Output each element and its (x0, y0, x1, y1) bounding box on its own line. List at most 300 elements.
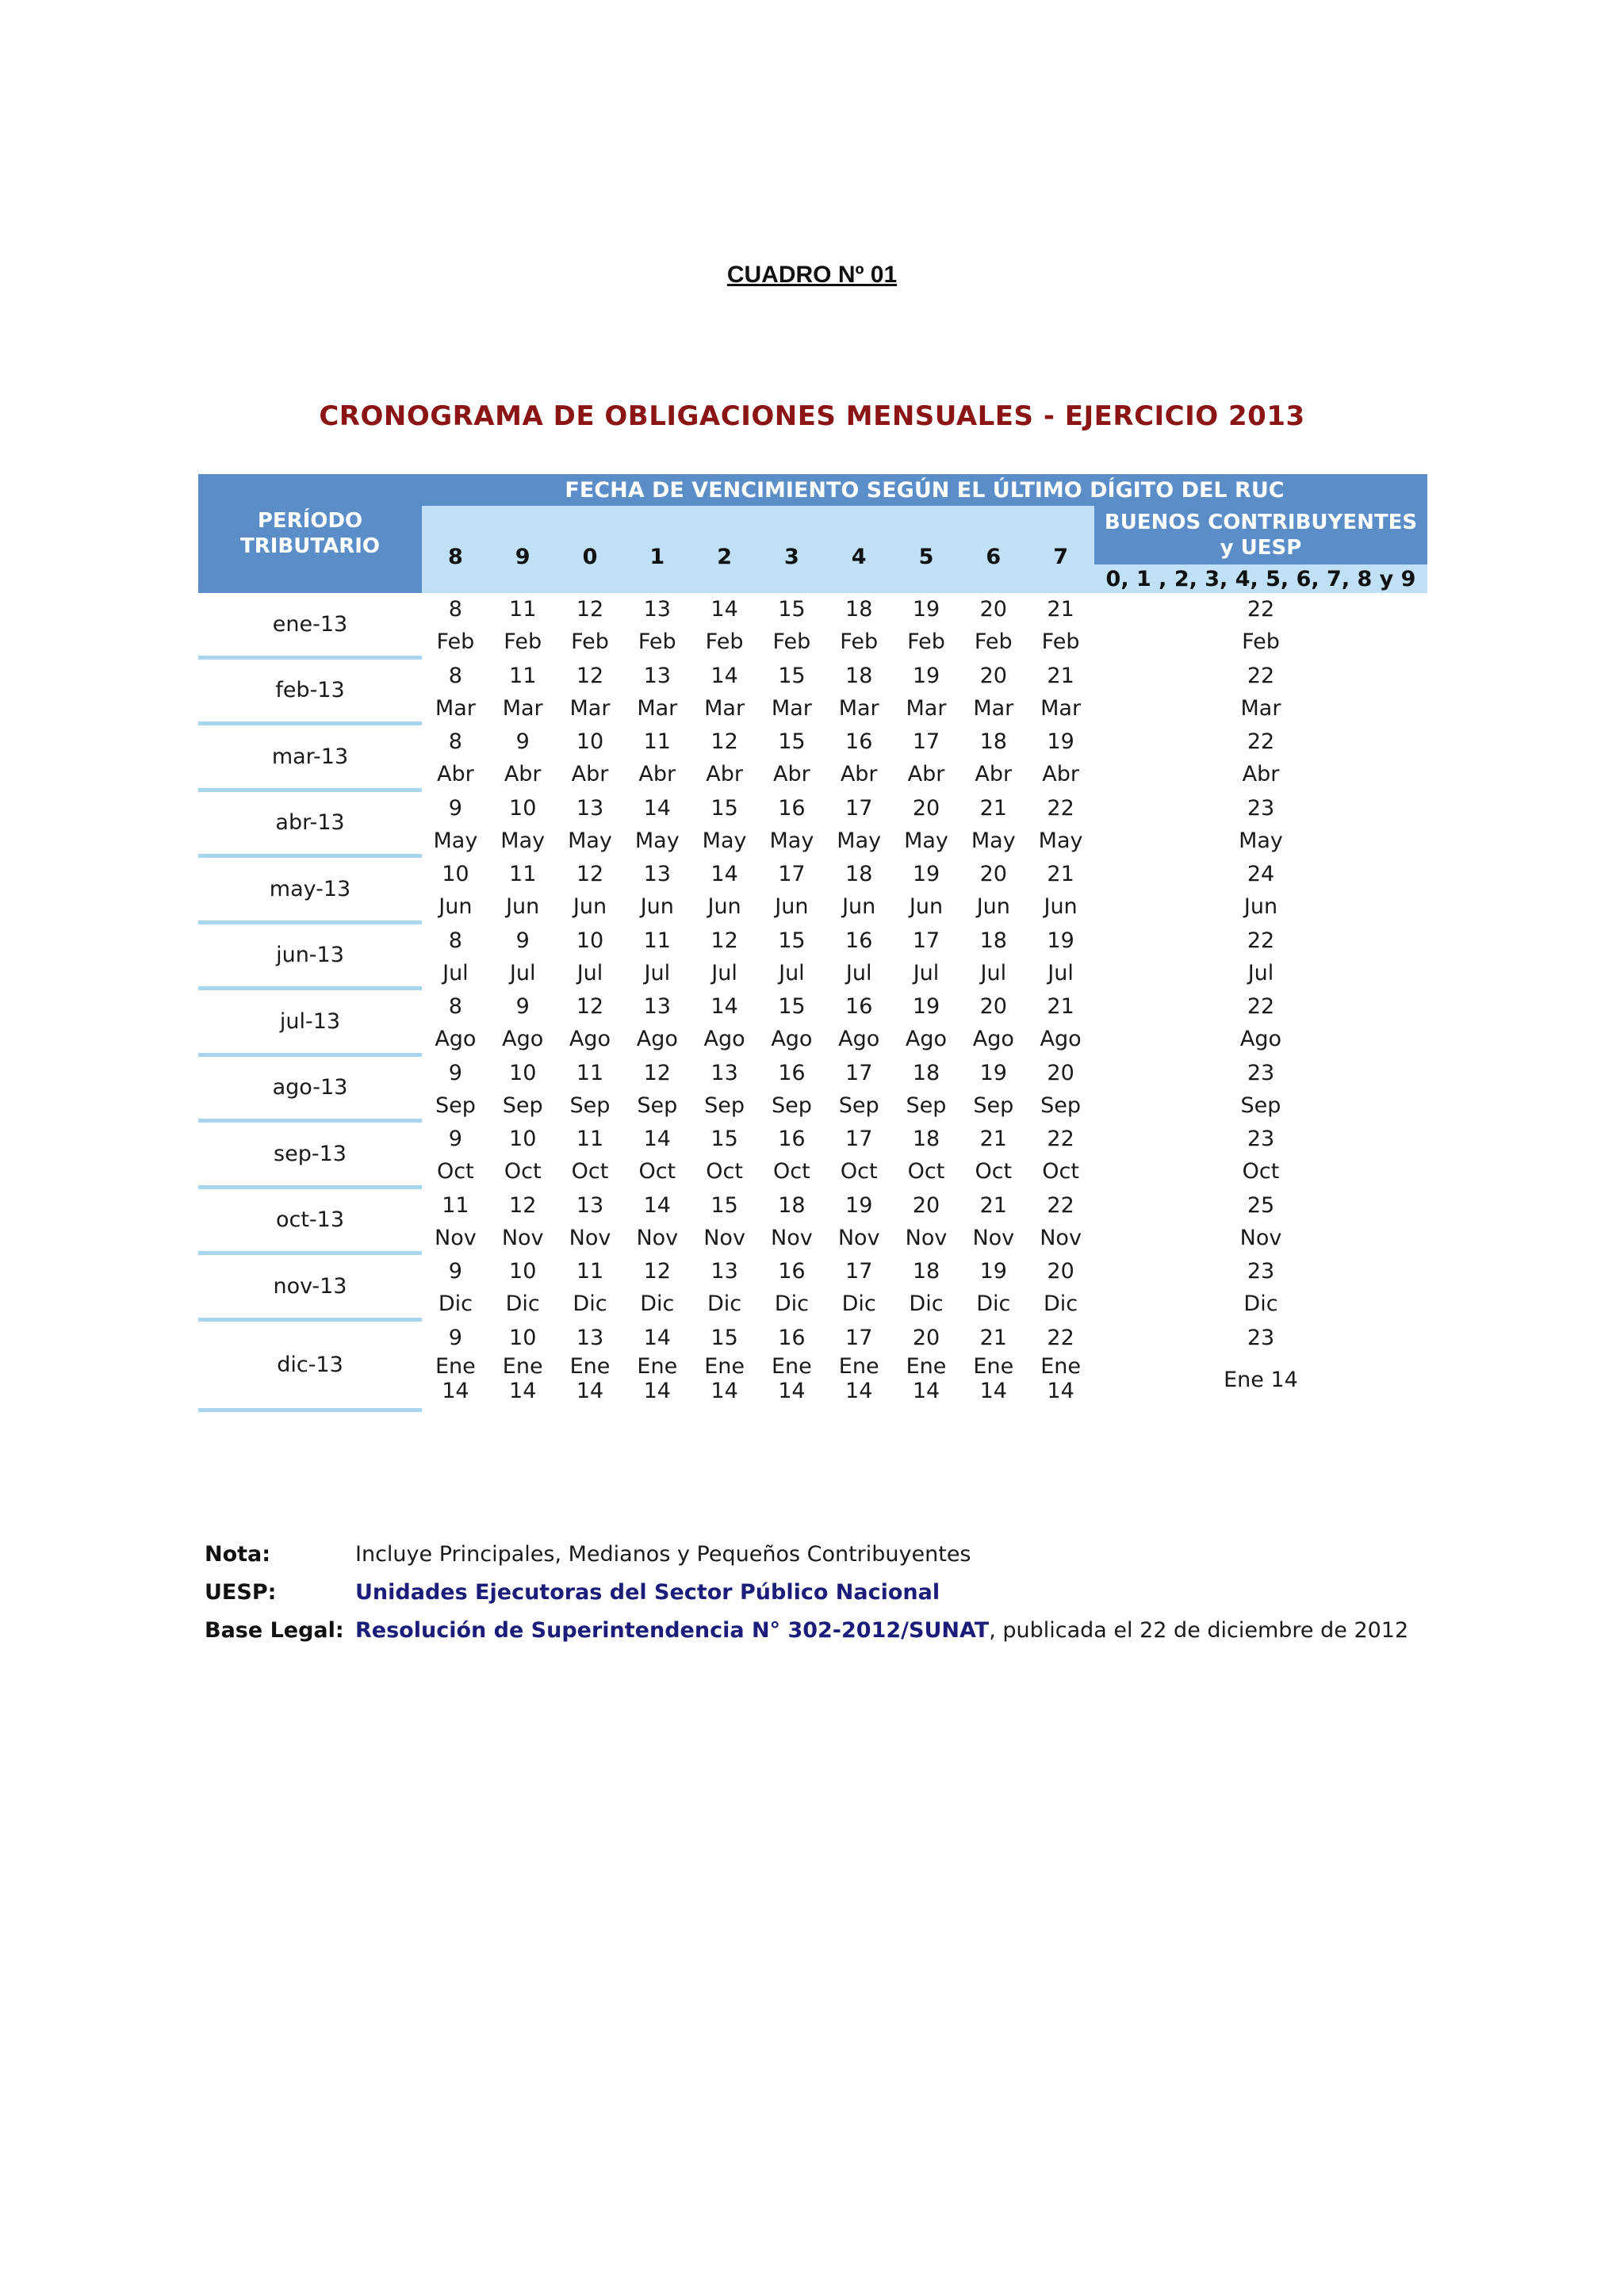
date-day: 21 (1047, 663, 1074, 688)
date-day: 9 (448, 795, 462, 821)
buenos-month: Jul (1247, 960, 1274, 985)
date-month: May (568, 828, 612, 853)
date-cell (893, 1255, 960, 1320)
date-cell (959, 1123, 1027, 1188)
buenos-month: Jun (1243, 894, 1278, 919)
date-day: 10 (509, 1127, 537, 1151)
date-cell (557, 924, 624, 989)
buenos-contribuyentes-cell (1094, 1255, 1427, 1320)
date-month: Mar (906, 695, 947, 721)
period-cell: nov-13 (198, 1255, 422, 1322)
base-legal-resolution: Resolución de Superintendencia N° 302-2012/SUNAT (355, 1618, 990, 1643)
date-month: Sep (569, 1093, 611, 1118)
buenos-contribuyentes-cell (1094, 593, 1427, 658)
date-month: Dic (573, 1292, 607, 1316)
date-month: Jul (779, 960, 805, 985)
date-day: 13 (643, 994, 671, 1019)
date-day: 14 (710, 597, 738, 622)
date-day: 16 (778, 1325, 806, 1350)
header-buenos-digits: 0, 1 , 2, 3, 4, 5, 6, 7, 8 y 9 (1094, 564, 1427, 593)
table-row (422, 924, 1427, 991)
date-cell (422, 1123, 489, 1188)
date-month: May (971, 828, 1016, 853)
date-cell (1027, 990, 1094, 1055)
date-cell (959, 1255, 1027, 1320)
date-day: 19 (1047, 729, 1074, 754)
header-periodo-tributario (198, 474, 422, 593)
date-cell (691, 725, 758, 790)
date-cell (1027, 1255, 1094, 1320)
date-day: 16 (845, 994, 873, 1019)
date-month: Nov (435, 1225, 477, 1250)
date-cell (691, 1057, 758, 1122)
date-day: 22 (1047, 795, 1074, 821)
date-month: Mar (569, 695, 611, 721)
buenos-contribuyentes-cell (1094, 725, 1427, 790)
date-day: 19 (912, 862, 940, 886)
date-day: 8 (448, 994, 462, 1019)
date-day: 14 (710, 994, 738, 1019)
date-day: 18 (979, 729, 1007, 754)
date-day: 15 (710, 795, 738, 821)
date-day: 20 (979, 663, 1007, 688)
date-day: 16 (778, 1259, 806, 1284)
date-day: 21 (1047, 597, 1074, 622)
table-row (422, 1123, 1427, 1189)
date-day: 9 (448, 1259, 462, 1284)
date-cell (623, 1123, 691, 1188)
date-month: Ago (905, 1027, 948, 1051)
date-cell (489, 1322, 557, 1403)
buenos-day: 22 (1247, 729, 1275, 754)
table-row (422, 660, 1427, 726)
date-year: 14 (509, 1378, 537, 1403)
date-cell (1027, 792, 1094, 857)
date-cell (758, 924, 825, 989)
period-cell: ago-13 (198, 1057, 422, 1123)
date-month: Oct (706, 1159, 743, 1184)
date-day: 20 (1047, 1259, 1074, 1284)
date-day: 18 (979, 928, 1007, 953)
date-day: 10 (509, 1060, 537, 1085)
header-buenos-contribuyentes (1094, 506, 1427, 564)
date-cell (758, 593, 825, 658)
buenos-day: 22 (1247, 663, 1275, 688)
note-text (355, 1618, 1408, 1643)
date-day: 20 (912, 795, 940, 821)
schedule-body (422, 593, 1427, 1412)
date-month: Jun (842, 894, 876, 919)
date-day: 18 (845, 597, 873, 622)
buenos-month: Ago (1239, 1027, 1282, 1051)
date-month: Abr (638, 762, 676, 786)
date-day: 11 (576, 1259, 604, 1284)
date-month: Feb (504, 629, 542, 654)
header-periodo-line2: TRIBUTARIO (240, 534, 380, 558)
date-day: 17 (778, 862, 806, 886)
date-day: 14 (710, 862, 738, 886)
date-day: 14 (643, 795, 671, 821)
table-row (422, 1057, 1427, 1123)
date-day: 9 (448, 1060, 462, 1085)
date-day: 20 (912, 1192, 940, 1218)
date-month: Feb (974, 629, 1013, 654)
date-month: Nov (905, 1225, 948, 1250)
date-day: 11 (576, 1127, 604, 1151)
table-row (422, 1189, 1427, 1256)
date-month: Jul (913, 960, 940, 985)
date-month: Abr (975, 762, 1013, 786)
date-cell (825, 924, 893, 989)
date-day: 13 (576, 1192, 604, 1218)
date-cell (758, 725, 825, 790)
date-month: May (1038, 828, 1083, 853)
date-day: 22 (1047, 1325, 1074, 1350)
date-cell (422, 924, 489, 989)
table-row (422, 858, 1427, 924)
date-cell (489, 792, 557, 857)
date-month: Oct (437, 1159, 474, 1184)
period-cell: ene-13 (198, 593, 422, 660)
date-day: 13 (643, 663, 671, 688)
date-month: Feb (638, 629, 676, 654)
date-month: May (634, 828, 680, 853)
date-cell (825, 1189, 893, 1254)
date-day: 15 (710, 1127, 738, 1151)
date-day: 17 (845, 1259, 873, 1284)
date-month: Feb (772, 629, 811, 654)
date-cell (422, 792, 489, 857)
date-cell (489, 924, 557, 989)
date-day: 18 (912, 1127, 940, 1151)
date-day: 12 (643, 1259, 671, 1284)
date-day: 15 (778, 994, 806, 1019)
date-cell (959, 858, 1027, 923)
date-year: 14 (710, 1378, 738, 1403)
date-month: Dic (438, 1292, 473, 1316)
date-month: Abr (1042, 762, 1079, 786)
date-month: Jul (576, 960, 603, 985)
date-cell (422, 660, 489, 725)
date-month: Feb (1041, 629, 1080, 654)
date-day: 10 (576, 729, 604, 754)
buenos-month: Oct (1242, 1159, 1280, 1184)
table-row (422, 1322, 1427, 1412)
date-day: 17 (912, 928, 940, 953)
date-cell (691, 1322, 758, 1403)
period-cell: dic-13 (198, 1322, 422, 1412)
buenos-contribuyentes-cell (1094, 1322, 1427, 1396)
date-year: 14 (979, 1378, 1007, 1403)
date-cell (825, 593, 893, 658)
buenos-month: Feb (1242, 629, 1280, 654)
date-cell (959, 792, 1027, 857)
date-day: 14 (643, 1192, 671, 1218)
date-month: Ene (973, 1353, 1014, 1379)
date-month: Jun (439, 894, 473, 919)
buenos-day: 23 (1247, 1325, 1275, 1350)
buenos-day: 23 (1247, 1060, 1275, 1085)
date-month: Mar (838, 695, 879, 721)
date-day: 18 (778, 1192, 806, 1218)
date-cell (959, 1057, 1027, 1122)
date-month: Ago (502, 1027, 544, 1051)
header-digit: 7 (1053, 544, 1068, 569)
date-month: Abr (907, 762, 945, 786)
date-day: 15 (710, 1192, 738, 1218)
buenos-day: 23 (1247, 1259, 1275, 1284)
date-cell (1027, 924, 1094, 989)
date-cell (489, 593, 557, 658)
date-cell (758, 1057, 825, 1122)
date-day: 15 (778, 597, 806, 622)
date-cell (557, 660, 624, 725)
date-cell (758, 990, 825, 1055)
date-month: Feb (571, 629, 609, 654)
date-cell (1027, 858, 1094, 923)
date-cell (623, 660, 691, 725)
date-day: 16 (845, 729, 873, 754)
date-day: 10 (509, 1259, 537, 1284)
date-month: Abr (571, 762, 609, 786)
date-month: Ene (569, 1353, 611, 1379)
date-month: Sep (502, 1093, 543, 1118)
date-cell (623, 725, 691, 790)
header-digit: 5 (918, 544, 934, 569)
date-day: 19 (979, 1060, 1007, 1085)
buenos-month: Nov (1239, 1225, 1282, 1250)
date-month: Sep (435, 1093, 476, 1118)
date-day: 13 (576, 1325, 604, 1350)
buenos-contribuyentes-cell (1094, 924, 1427, 989)
buenos-month: Dic (1243, 1292, 1278, 1316)
date-month: Mar (973, 695, 1014, 721)
period-cell: jul-13 (198, 990, 422, 1057)
date-cell (893, 792, 960, 857)
header-periodo-line1: PERÍODO (257, 509, 363, 533)
note-label: UESP: (205, 1580, 277, 1605)
date-month: Oct (907, 1159, 945, 1184)
date-month: Abr (504, 762, 542, 786)
date-month: Nov (1040, 1225, 1082, 1250)
date-cell (1027, 1189, 1094, 1254)
buenos-month: Mar (1240, 695, 1281, 721)
date-month: Ene (772, 1353, 812, 1379)
period-cell: may-13 (198, 858, 422, 924)
date-day: 13 (643, 862, 671, 886)
date-cell (623, 1057, 691, 1122)
date-cell (959, 1322, 1027, 1403)
date-day: 11 (509, 597, 537, 622)
date-month: Jun (707, 894, 741, 919)
date-day: 17 (912, 729, 940, 754)
date-day: 21 (979, 1325, 1007, 1350)
period-cell: jun-13 (198, 924, 422, 991)
date-day: 12 (576, 862, 604, 886)
buenos-contribuyentes-cell (1094, 792, 1427, 857)
date-day: 13 (643, 597, 671, 622)
note-text: Unidades Ejecutoras del Sector Público Nacional (355, 1580, 940, 1605)
header-digit: 2 (717, 544, 732, 569)
buenos-contribuyentes-cell (1094, 1189, 1427, 1254)
table-row (422, 990, 1427, 1057)
date-month: Feb (705, 629, 744, 654)
date-month: Sep (704, 1093, 745, 1118)
document-title: CRONOGRAMA DE OBLIGACIONES MENSUALES - EJERCICIO 2013 (319, 400, 1305, 432)
date-cell (758, 1189, 825, 1254)
date-cell (893, 1123, 960, 1188)
date-month: Jul (711, 960, 737, 985)
date-cell (557, 1322, 624, 1403)
date-day: 16 (845, 928, 873, 953)
date-month: Jun (506, 894, 540, 919)
date-cell (1027, 660, 1094, 725)
date-month: Jun (573, 894, 607, 919)
date-day: 22 (1047, 1127, 1074, 1151)
date-cell (422, 858, 489, 923)
date-cell (422, 1189, 489, 1254)
date-day: 16 (778, 795, 806, 821)
date-day: 16 (778, 1060, 806, 1085)
date-day: 13 (710, 1259, 738, 1284)
date-cell (825, 858, 893, 923)
date-cell (489, 1189, 557, 1254)
date-cell (758, 1123, 825, 1188)
date-day: 15 (778, 928, 806, 953)
date-month: Abr (437, 762, 474, 786)
date-month: Dic (505, 1292, 540, 1316)
date-month: Sep (1040, 1093, 1082, 1118)
buenos-contribuyentes-cell (1094, 990, 1427, 1055)
date-day: 21 (979, 1127, 1007, 1151)
date-cell (489, 1255, 557, 1320)
date-month: Nov (501, 1225, 544, 1250)
date-year: 14 (845, 1378, 873, 1403)
note-label: Base Legal: (205, 1618, 344, 1643)
date-month: Abr (773, 762, 810, 786)
date-month: Ene (435, 1353, 476, 1379)
date-cell (959, 660, 1027, 725)
date-cell (893, 924, 960, 989)
date-month: Nov (972, 1225, 1015, 1250)
date-cell (422, 1255, 489, 1320)
date-month: Jul (1048, 960, 1074, 985)
date-month: Jun (976, 894, 1010, 919)
date-day: 10 (576, 928, 604, 953)
date-month: Jul (509, 960, 536, 985)
date-day: 18 (912, 1259, 940, 1284)
date-cell (825, 990, 893, 1055)
date-day: 8 (448, 928, 462, 953)
header-digit: 9 (515, 544, 530, 569)
table-row (422, 725, 1427, 792)
date-cell (825, 1322, 893, 1403)
cuadro-number: CUADRO Nº 01 (726, 262, 898, 288)
date-cell (557, 725, 624, 790)
date-month: Sep (771, 1093, 812, 1118)
buenos-day: 24 (1247, 862, 1275, 886)
date-day: 19 (912, 597, 940, 622)
date-day: 8 (448, 597, 462, 622)
date-cell (691, 858, 758, 923)
date-month: Jun (909, 894, 944, 919)
date-month: Jul (442, 960, 469, 985)
date-cell (557, 1057, 624, 1122)
date-month: Dic (976, 1292, 1011, 1316)
date-cell (1027, 593, 1094, 658)
date-day: 8 (448, 729, 462, 754)
buenos-month: May (1239, 828, 1283, 853)
date-month: Dic (640, 1292, 675, 1316)
date-month: Sep (637, 1093, 678, 1118)
date-cell (825, 1255, 893, 1320)
date-cell (959, 725, 1027, 790)
date-month: Mar (435, 695, 476, 721)
date-month: Ene (1040, 1353, 1081, 1379)
date-day: 15 (710, 1325, 738, 1350)
date-month: Jun (1044, 894, 1078, 919)
date-cell (758, 1322, 825, 1403)
date-month: Sep (838, 1093, 879, 1118)
date-day: 8 (448, 663, 462, 688)
buenos-contribuyentes-cell (1094, 1057, 1427, 1122)
date-day: 11 (643, 729, 671, 754)
buenos-day: 22 (1247, 928, 1275, 953)
date-month: Ene (704, 1353, 745, 1379)
date-day: 17 (845, 795, 873, 821)
date-month: Mar (502, 695, 543, 721)
header-digit: 8 (448, 544, 463, 569)
date-cell (422, 593, 489, 658)
date-month: Oct (504, 1159, 542, 1184)
date-month: May (702, 828, 747, 853)
date-cell (1027, 1123, 1094, 1188)
buenos-month: Sep (1240, 1093, 1281, 1118)
buenos-day: 22 (1247, 994, 1275, 1019)
date-day: 20 (912, 1325, 940, 1350)
date-day: 20 (979, 597, 1007, 622)
date-cell (959, 924, 1027, 989)
note-label: Nota: (205, 1542, 271, 1567)
date-cell (623, 990, 691, 1055)
date-day: 12 (576, 663, 604, 688)
buenos-day: 23 (1247, 795, 1275, 821)
header-buenos-line1: BUENOS CONTRIBUYENTES (1104, 511, 1418, 534)
date-day: 19 (1047, 928, 1074, 953)
date-day: 17 (845, 1060, 873, 1085)
date-day: 19 (845, 1192, 873, 1218)
date-day: 19 (912, 994, 940, 1019)
table-row (422, 593, 1427, 660)
date-cell (1027, 725, 1094, 790)
date-month: May (837, 828, 882, 853)
date-cell (691, 1255, 758, 1320)
date-cell (691, 1189, 758, 1254)
buenos-contribuyentes-cell (1094, 858, 1427, 923)
date-day: 11 (509, 862, 537, 886)
date-cell (691, 1123, 758, 1188)
date-day: 12 (643, 1060, 671, 1085)
date-month: Jul (980, 960, 1007, 985)
date-cell (758, 660, 825, 725)
date-cell (893, 990, 960, 1055)
date-day: 22 (1047, 1192, 1074, 1218)
date-day: 17 (845, 1127, 873, 1151)
date-month: Oct (975, 1159, 1013, 1184)
date-cell (825, 725, 893, 790)
date-day: 12 (576, 994, 604, 1019)
period-column (198, 593, 422, 1412)
